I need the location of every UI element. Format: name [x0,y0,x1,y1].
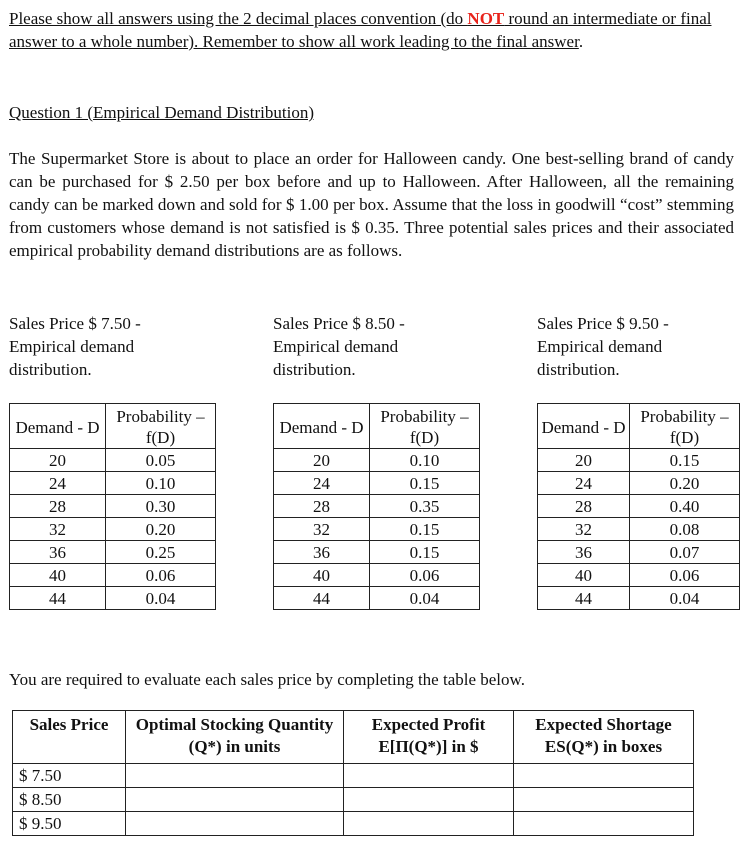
table-header-row [10,404,216,449]
sales-price-cell: $ 8.50 [13,788,126,812]
demand-cell: 28 [274,495,370,518]
demand-cell: 32 [10,518,106,541]
table-row [10,541,216,564]
probability-cell: 0.10 [370,449,480,472]
demand-cell: 24 [538,472,630,495]
probability-cell: 0.15 [370,541,480,564]
sales-price-cell: $ 9.50 [13,812,126,836]
probability-cell: 0.20 [106,518,216,541]
probability-cell: 0.08 [630,518,740,541]
table-row [538,541,740,564]
probability-cell: 0.20 [630,472,740,495]
distribution-title-1: Sales Price $ 7.50 - Empirical demand distribution. [9,314,141,379]
table-header-row [538,404,740,449]
scenario-paragraph: The Supermarket Store is about to place an order for Halloween candy. One best-selling brand of candy can be purchased for $ 2.50 per box before and up to Halloween. After Halloween, all the remaining candy can be marked down and sold for $ 1.00 per box. Assume that the loss in goodwill “cost” stemming from customers whose demand is not satisfied is $ 0.35. Three potential sales prices and their associated empirical probability demand distributions are as follows. [9,149,734,260]
distribution-table-1 [9,403,216,610]
table-row [538,518,740,541]
demand-cell: 24 [274,472,370,495]
table-row [538,564,740,587]
table-row [538,495,740,518]
table-header-row [274,404,480,449]
header-sales-price: Sales Price [13,711,126,764]
header-demand: Demand - D [10,404,106,449]
demand-cell: 36 [10,541,106,564]
demand-cell: 44 [274,587,370,610]
probability-cell: 0.05 [106,449,216,472]
demand-cell: 36 [274,541,370,564]
probability-cell: 0.30 [106,495,216,518]
demand-cell: 32 [538,518,630,541]
distribution-table-2 [273,403,480,610]
table-row [538,472,740,495]
instructions-period: . [578,32,584,51]
instructions-paragraph [9,7,739,53]
evaluation-row [13,764,694,788]
table-row [10,472,216,495]
table-row [274,564,480,587]
table-row [274,449,480,472]
demand-cell: 28 [10,495,106,518]
distribution-title-2: Sales Price $ 8.50 - Empirical demand distribution. [273,314,405,379]
probability-cell: 0.15 [370,472,480,495]
demand-cell: 24 [10,472,106,495]
demand-cell: 28 [538,495,630,518]
expected-shortage-answer-cell[interactable] [514,812,694,836]
table-row [274,472,480,495]
evaluation-row [13,812,694,836]
table-row [10,518,216,541]
demand-cell: 40 [538,564,630,587]
probability-cell: 0.04 [106,587,216,610]
expected-shortage-answer-cell[interactable] [514,788,694,812]
probability-cell: 0.06 [106,564,216,587]
expected-profit-answer-cell[interactable] [344,788,514,812]
question-title: Question 1 (Empirical Demand Distribution) [9,103,314,122]
header-demand: Demand - D [538,404,630,449]
table-row [274,541,480,564]
instructions-text-1: Please show all answers using the 2 decimal places convention (do [9,9,468,28]
emphasis-not: NOT [467,9,505,28]
expected-profit-answer-cell[interactable] [344,812,514,836]
table-row [274,587,480,610]
demand-cell: 40 [274,564,370,587]
probability-cell: 0.40 [630,495,740,518]
demand-cell: 36 [538,541,630,564]
evaluation-table [12,710,694,836]
header-probability: Probability – f(D) [106,404,216,449]
header-probability: Probability – f(D) [370,404,480,449]
distribution-table-3 [537,403,740,610]
demand-cell: 20 [538,449,630,472]
expected-profit-answer-cell[interactable] [344,764,514,788]
probability-cell: 0.25 [106,541,216,564]
probability-cell: 0.06 [370,564,480,587]
optimal-quantity-answer-cell[interactable] [126,812,344,836]
table-row [10,495,216,518]
table-row [274,518,480,541]
demand-cell: 40 [10,564,106,587]
demand-cell: 44 [10,587,106,610]
header-optimal-stocking-quantity: Optimal Stocking Quantity (Q*) in units [126,711,344,764]
header-expected-profit: Expected Profit E[Π(Q*)] in $ [344,711,514,764]
header-demand: Demand - D [274,404,370,449]
probability-cell: 0.35 [370,495,480,518]
optimal-quantity-answer-cell[interactable] [126,764,344,788]
sales-price-cell: $ 7.50 [13,764,126,788]
demand-cell: 32 [274,518,370,541]
instructions-text-2: round an intermediate or final answer to a whole number). Remember to show all work leading to the final answer [9,9,712,51]
optimal-quantity-answer-cell[interactable] [126,788,344,812]
probability-cell: 0.07 [630,541,740,564]
header-expected-shortage: Expected Shortage ES(Q*) in boxes [514,711,694,764]
table-row [538,587,740,610]
probability-cell: 0.10 [106,472,216,495]
evaluation-instructions: You are required to evaluate each sales price by completing the table below. [9,670,525,689]
probability-cell: 0.04 [370,587,480,610]
expected-shortage-answer-cell[interactable] [514,764,694,788]
evaluation-header-row [13,711,694,764]
table-row [10,449,216,472]
demand-cell: 44 [538,587,630,610]
probability-cell: 0.04 [630,587,740,610]
header-probability: Probability – f(D) [630,404,740,449]
probability-cell: 0.06 [630,564,740,587]
demand-cell: 20 [274,449,370,472]
evaluation-row [13,788,694,812]
table-row [10,564,216,587]
demand-cell: 20 [10,449,106,472]
table-row [10,587,216,610]
distribution-title-3: Sales Price $ 9.50 - Empirical demand distribution. [537,314,669,379]
table-row [538,449,740,472]
table-row [274,495,480,518]
probability-cell: 0.15 [370,518,480,541]
probability-cell: 0.15 [630,449,740,472]
